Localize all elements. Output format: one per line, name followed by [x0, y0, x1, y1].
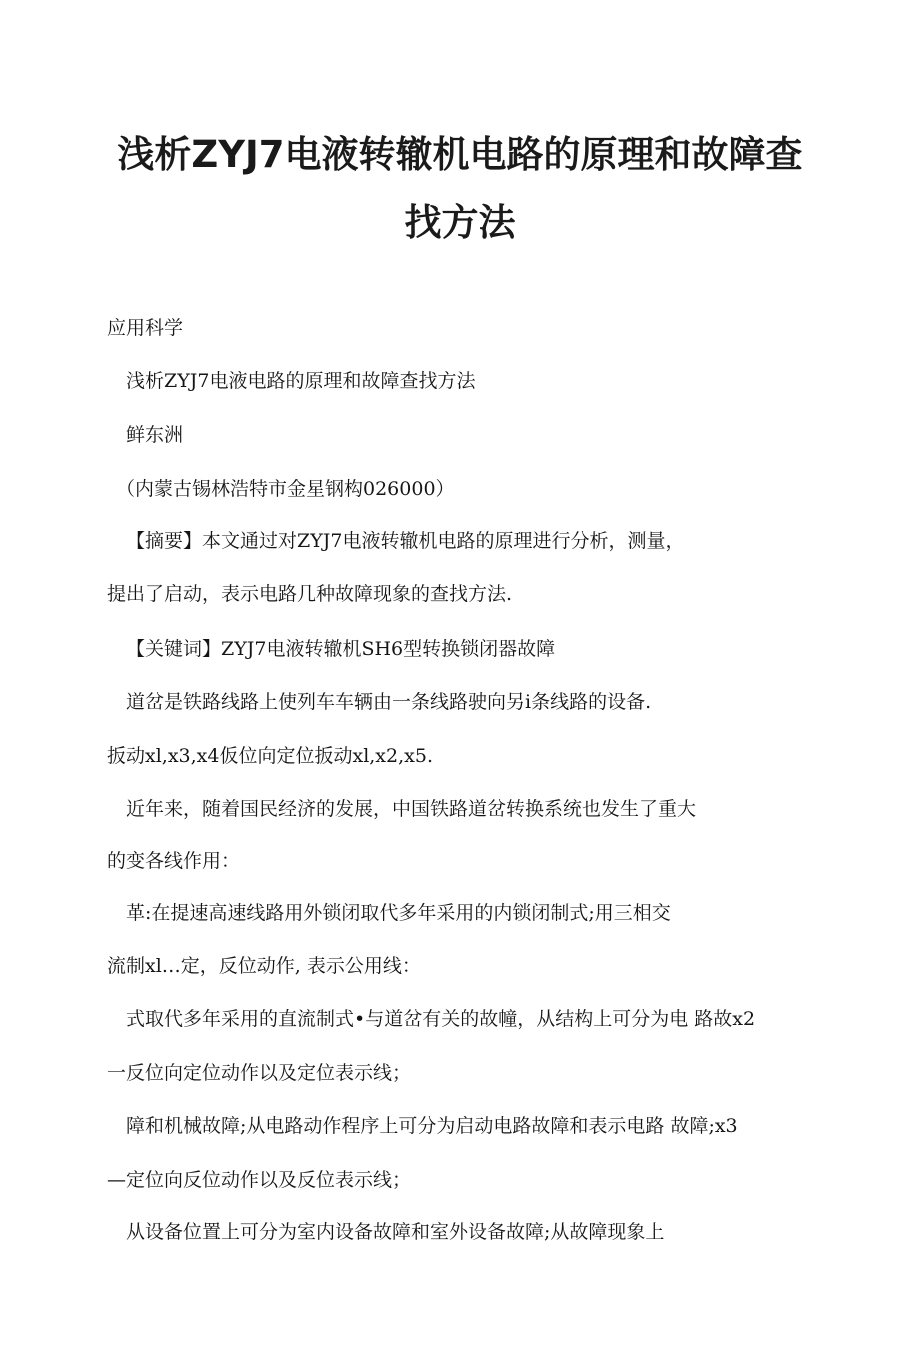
article-subtitle: 浅析ZYJ7电液电路的原理和故障查找方法	[126, 370, 476, 392]
paragraph-line: —定位向反位动作以及反位表示线；	[107, 1169, 412, 1191]
paragraph-line: 近年来，随着国民经济的发展，中国铁路道岔转换系统也发生了重大	[126, 798, 697, 820]
paragraph-line: 的变各线作用：	[107, 850, 241, 872]
category-label: 应用科学	[107, 317, 184, 339]
keywords-line: 【关键词】ZYJ7电液转辙机SH6型转换锁闭器故障	[126, 638, 556, 660]
paragraph-line: 障和机械故障;从电路动作程序上可分为启动电路故障和表示电路 故障;x3	[126, 1115, 738, 1137]
abstract-line-1: 【摘要】本文通过对ZYJ7电液转辙机电路的原理进行分析，测量，	[126, 530, 685, 552]
document-title-line-1: 浅析ZYJ7电液转辙机电路的原理和故障查	[117, 133, 803, 176]
paragraph-line: 一反位向定位动作以及定位表示线；	[107, 1062, 412, 1084]
paragraph-line: 革:在提速高速线路用外锁闭取代多年采用的内锁闭制式;用三相交	[126, 902, 671, 924]
author-affiliation: （内蒙古锡林浩特市金星钢构026000）	[116, 478, 455, 500]
paragraph-line: 扳动xl,x3,x4仮位向定位扳动xl,x2,x5.	[107, 745, 433, 767]
paragraph-line: 流制xl…定，反位动作, 表示公用线：	[107, 955, 421, 977]
paragraph-line: 式取代多年采用的直流制式•与道岔有关的故幢，从结构上可分为电 路故x2	[126, 1008, 756, 1030]
paragraph-line: 从设备位置上可分为室内设备故障和室外设备故障;从故障现象上	[126, 1221, 665, 1243]
paragraph-line: 道岔是铁路线路上使列车车辆由一条线路驶向另i条线路的设备.	[126, 691, 652, 713]
author-name: 鲜东洲	[126, 424, 184, 446]
document-title-line-2: 找方法	[404, 201, 516, 244]
abstract-line-2: 提出了启动，表示电路几种故障现象的查找方法.	[107, 583, 513, 605]
